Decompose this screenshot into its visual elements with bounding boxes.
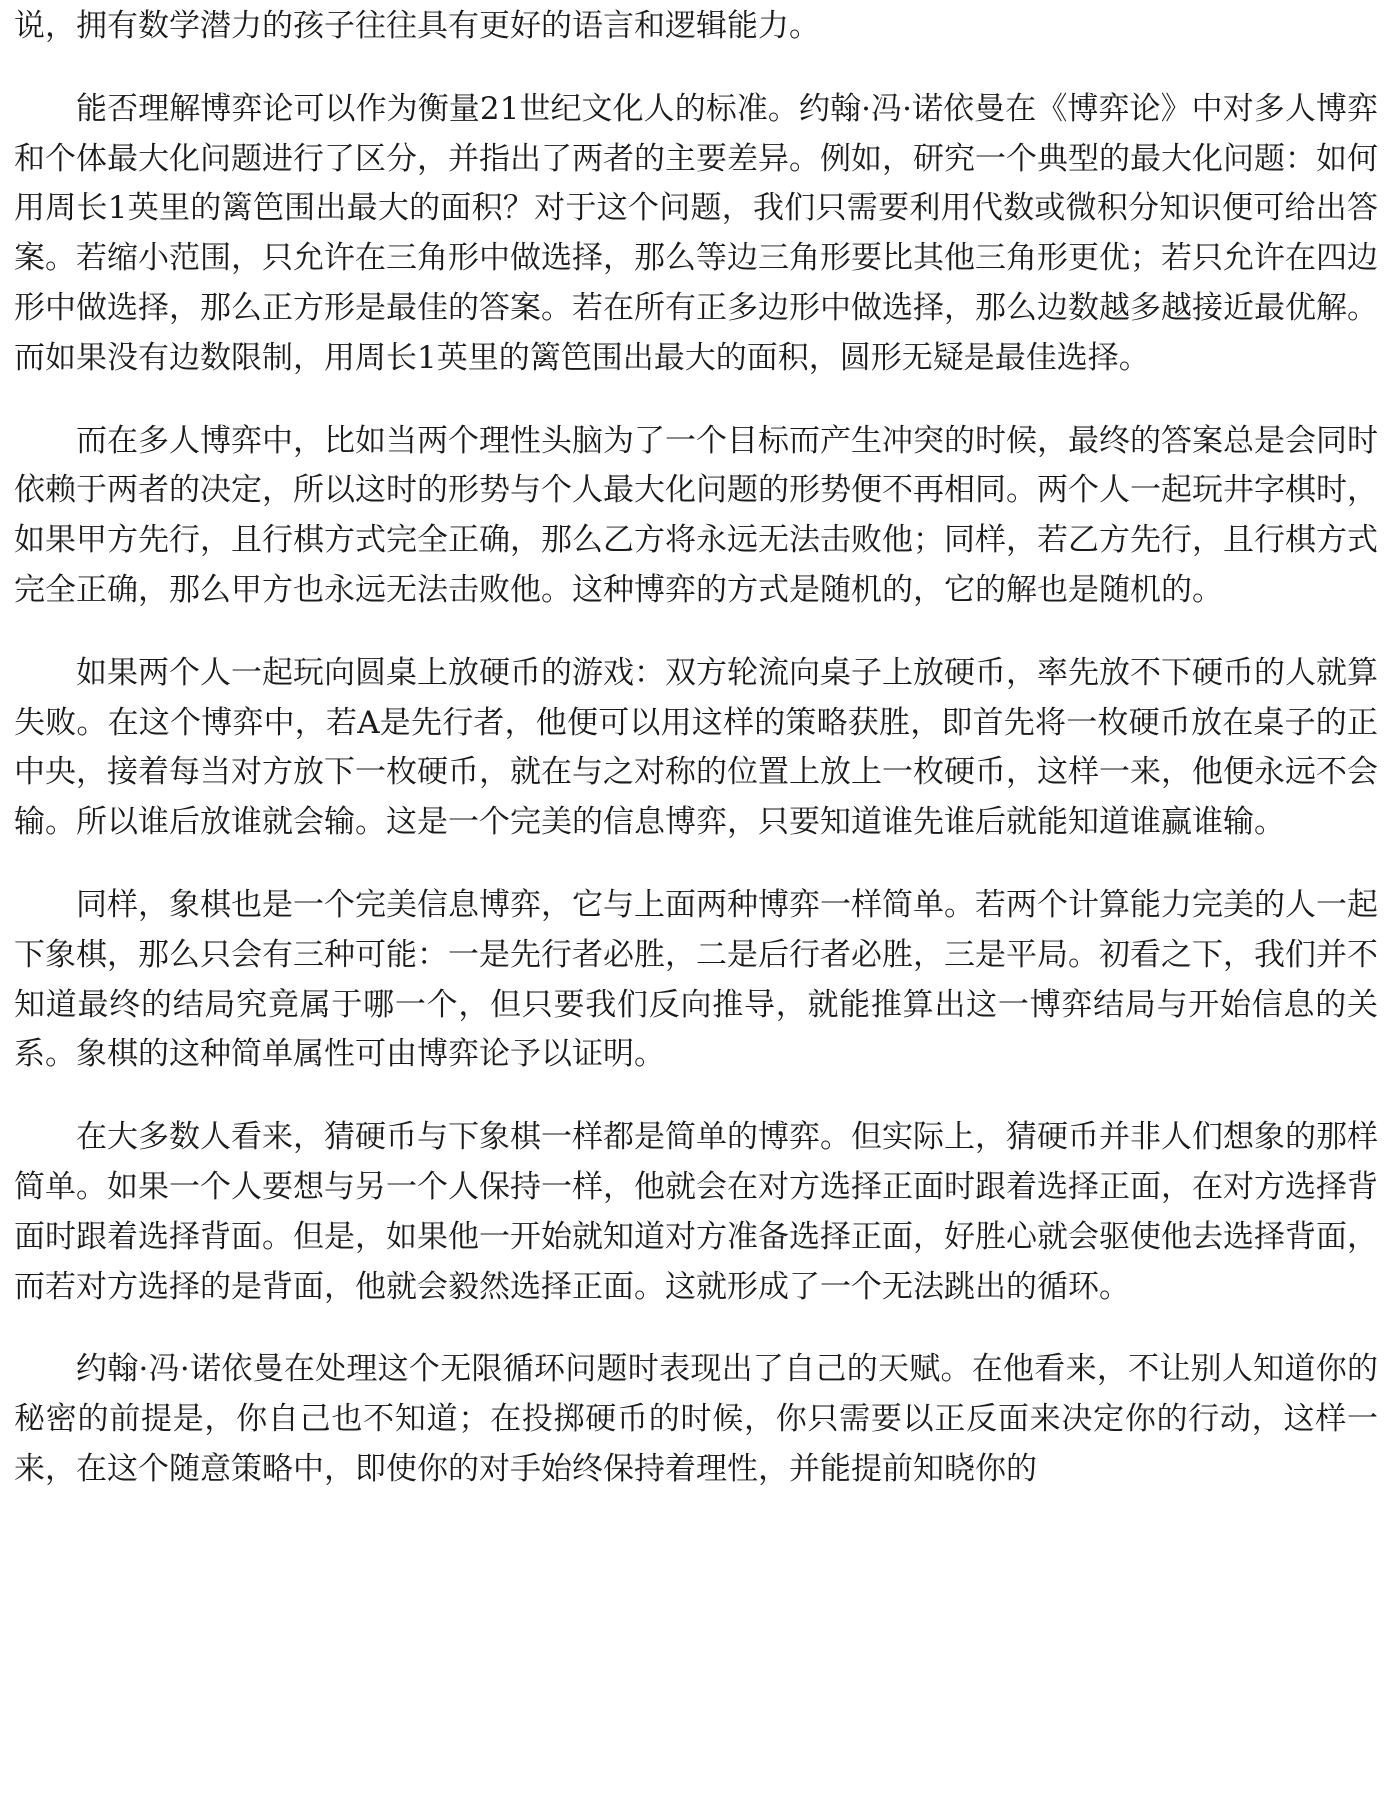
paragraph-4: 如果两个人一起玩向圆桌上放硬币的游戏：双方轮流向桌子上放硬币，率先放不下硬币的人就算失败。在这个博弈中，若A是先行者，他便可以用这样的策略获胜，即首先将一枚硬币放在桌子的正中央，接着每当对方放下一枚硬币，就在与之对称的位置上放上一枚硬币，这样一来，他便永远不会输。所以谁后放谁就会输。这是一个完美的信息博弈，只要知道谁先谁后就能知道谁赢谁输。 — [14, 654, 1378, 841]
document-page — [14, 2, 1378, 1528]
paragraph-3: 而在多人博弈中，比如当两个理性头脑为了一个目标而产生冲突的时候，最终的答案总是会同时依赖于两者的决定，所以这时的形势与个人最大化问题的形势便不再相同。两个人一起玩井字棋时，如果甲方先行，且行棋方式完全正确，那么乙方将永远无法击败他；同样，若乙方先行，且行棋方式完全正确，那么甲方也永远无法击败他。这种博弈的方式是随机的，它的解也是随机的。 — [14, 422, 1378, 608]
paragraph-7: 约翰·冯·诺依曼在处理这个无限循环问题时表现出了自己的天赋。在他看来，不让别人知道你的秘密的前提是，你自己也不知道；在投掷硬币的时候，你只需要以正反面来决定你的行动，这样一来，在这个随意策略中，即使你的对手始终保持着理性，并能提前知晓你的 — [14, 1351, 1378, 1487]
paragraph-2: 能否理解博弈论可以作为衡量21世纪文化人的标准。约翰·冯·诺依曼在《博弈论》中对多人博弈和个体最大化问题进行了区分，并指出了两者的主要差异。例如，研究一个典型的最大化问题：如何用周长1英里的篱笆围出最大的面积？对于这个问题，我们只需要利用代数或微积分知识便可给出答案。若缩小范围，只允许在三角形中做选择，那么等边三角形要比其他三角形更优；若只允许在四边形中做选择，那么正方形是最佳的答案。若在所有正多边形中做选择，那么边数越多越接近最优解。而如果没有边数限制，用周长1英里的篱笆围出最大的面积，圆形无疑是最佳选择。 — [14, 90, 1378, 376]
paragraph-5: 同样，象棋也是一个完美信息博弈，它与上面两种博弈一样简单。若两个计算能力完美的人一起下象棋，那么只会有三种可能：一是先行者必胜，二是后行者必胜，三是平局。初看之下，我们并不知道最终的结局究竟属于哪一个，但只要我们反向推导，就能推算出这一博弈结局与开始信息的关系。象棋的这种简单属性可由博弈论予以证明。 — [14, 886, 1378, 1073]
paragraph-6: 在大多数人看来，猜硬币与下象棋一样都是简单的博弈。但实际上，猜硬币并非人们想象的那样简单。如果一个人要想与另一个人保持一样，他就会在对方选择正面时跟着选择正面，在对方选择背面时跟着选择背面。但是，如果他一开始就知道对方准备选择正面，好胜心就会驱使他去选择背面，而若对方选择的是背面，他就会毅然选择正面。这就形成了一个无法跳出的循环。 — [14, 1119, 1378, 1305]
paragraph-1: 说，拥有数学潜力的孩子往往具有更好的语言和逻辑能力。 — [14, 8, 820, 44]
